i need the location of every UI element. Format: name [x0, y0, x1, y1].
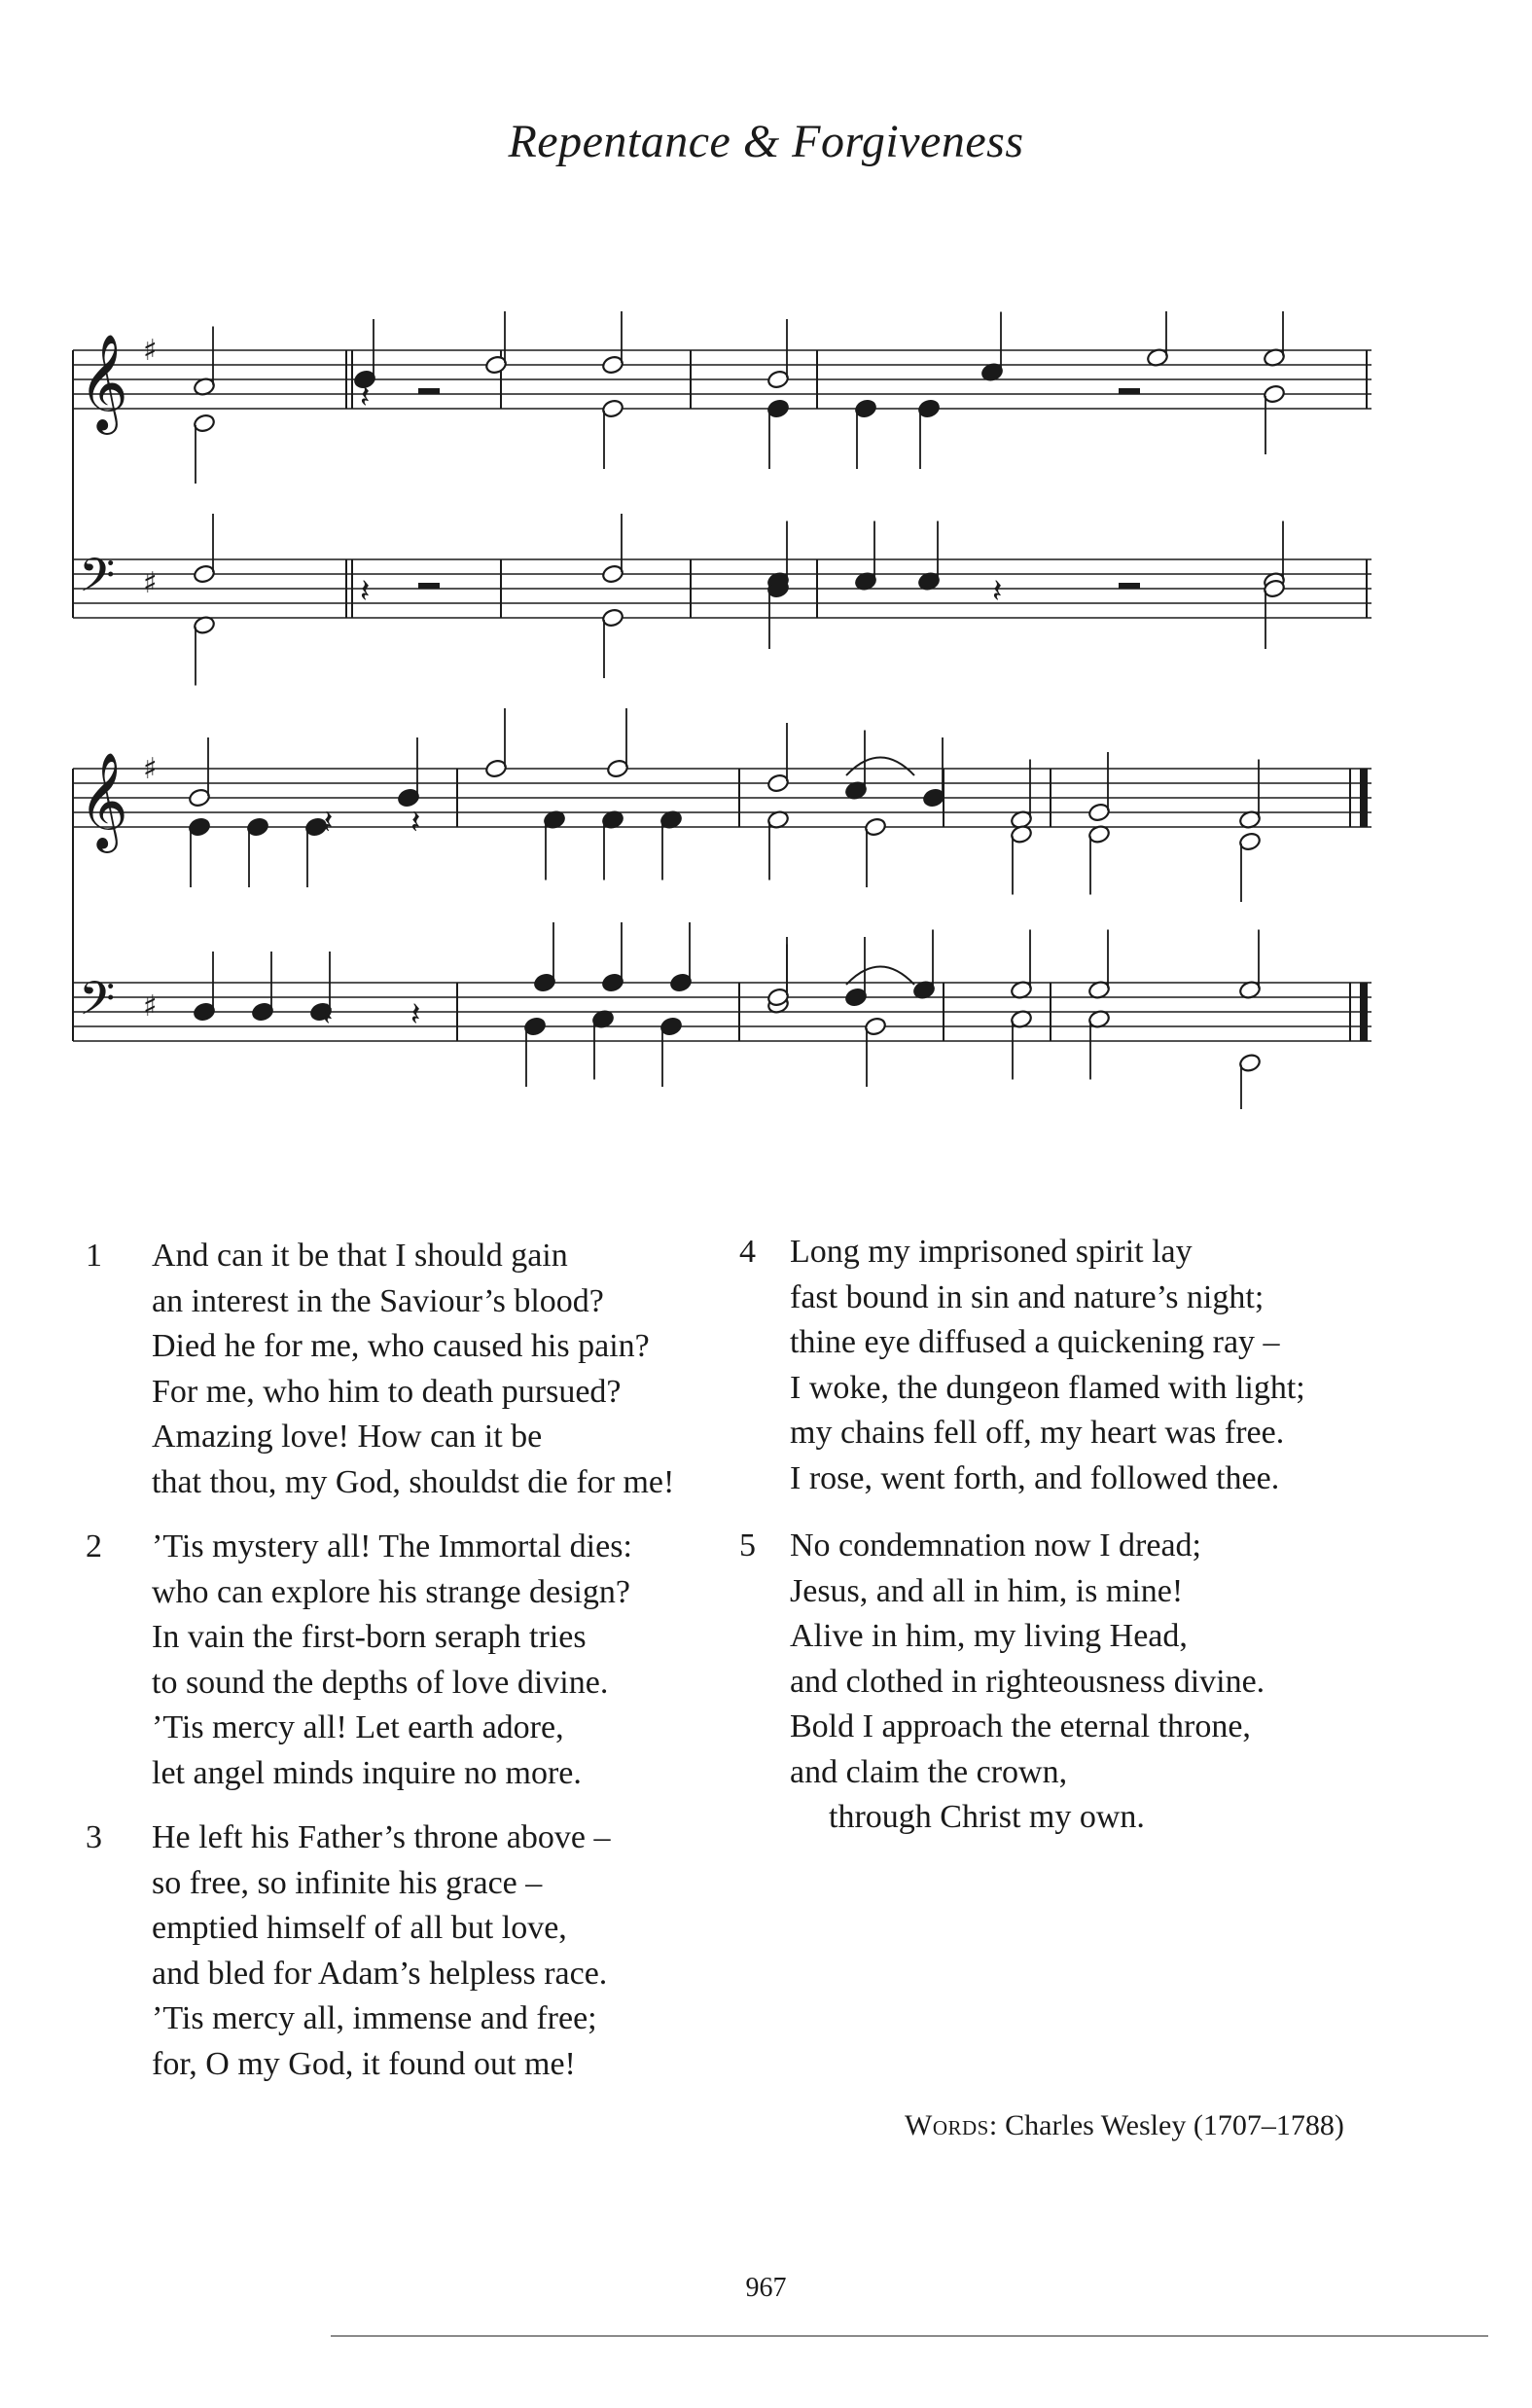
verse-line: through Christ my own. — [829, 1799, 1145, 1835]
sharp-icon: ♯ — [143, 752, 158, 786]
verse-line: And can it be that I should gain — [152, 1238, 568, 1274]
verse-line: emptied himself of all but love, — [152, 1910, 567, 1946]
verse-line: to sound the depths of love divine. — [152, 1664, 609, 1701]
half-rest-icon — [418, 388, 440, 394]
half-rest-icon — [418, 583, 440, 589]
verse-line: let angel minds inquire no more. — [152, 1754, 582, 1791]
verse-4 — [739, 1230, 1440, 1512]
verse-line: that thou, my God, shouldst die for me! — [152, 1463, 675, 1500]
credit-label: Words: — [905, 2109, 998, 2141]
verse-line: fast bound in sin and nature’s night; — [790, 1278, 1265, 1315]
verse-number: 1 — [86, 1238, 102, 1274]
verse-number: 3 — [86, 1819, 102, 1855]
treble-clef-icon: 𝄞 — [79, 334, 128, 431]
bass-clef-icon: 𝄢 — [79, 971, 116, 1037]
verse-3 — [86, 1815, 747, 2098]
verse-number: 2 — [86, 1528, 102, 1564]
quarter-rest-icon: 𝄽 — [410, 803, 421, 843]
verse-line: so free, so infinite his grace – — [152, 1864, 543, 1901]
verse-line: ’Tis mystery all! The Immortal dies: — [152, 1528, 632, 1564]
verse-line: Amazing love! How can it be — [152, 1419, 543, 1455]
verse-line: In vain the first-born seraph tries — [152, 1619, 587, 1655]
half-rest-icon — [1119, 583, 1140, 589]
verse-2 — [86, 1525, 747, 1807]
verse-line: and bled for Adam’s helpless race. — [152, 1955, 608, 1992]
verse-line: my chains fell off, my heart was free. — [790, 1415, 1285, 1451]
verse-line: Long my imprisoned spirit lay — [790, 1234, 1193, 1270]
verse-line: Died he for me, who caused his pain? — [152, 1328, 650, 1364]
verse-number: 4 — [739, 1234, 756, 1270]
bass-clef-icon: 𝄢 — [79, 548, 116, 614]
verse-line: thine eye diffused a quickening ray – — [790, 1324, 1280, 1360]
verse-line: He left his Father’s throne above – — [152, 1819, 611, 1855]
footer-rule — [331, 2335, 1488, 2337]
quarter-rest-icon: 𝄽 — [323, 803, 334, 843]
quarter-rest-icon: 𝄽 — [992, 572, 1003, 611]
sharp-icon: ♯ — [143, 566, 158, 600]
verse-line: ’Tis mercy all! Let earth adore, — [152, 1709, 564, 1745]
credit-text: Charles Wesley (1707–1788) — [1005, 2109, 1344, 2141]
tie-icon — [846, 758, 914, 776]
verse-line: and claim the crown, — [790, 1753, 1068, 1790]
section-title: Repentance & Forgiveness — [508, 116, 1024, 167]
verse-line: an interest in the Saviour’s blood? — [152, 1282, 604, 1319]
verse-line: ’Tis mercy all, immense and free; — [152, 2000, 597, 2036]
verse-line: for, O my God, it found out me! — [152, 2045, 576, 2082]
verse-line: I rose, went forth, and followed thee. — [790, 1459, 1280, 1496]
page-number: 967 — [745, 2273, 787, 2303]
music-score — [68, 311, 1381, 1109]
quarter-rest-icon: 𝄽 — [360, 572, 371, 611]
verse-line: I woke, the dungeon flamed with light; — [790, 1369, 1305, 1406]
final-barline — [1360, 769, 1368, 827]
verse-line: who can explore his strange design? — [152, 1573, 630, 1610]
final-barline — [1360, 983, 1368, 1041]
verse-5 — [739, 1524, 1440, 1854]
sharp-icon: ♯ — [143, 989, 158, 1024]
quarter-rest-icon: 𝄽 — [323, 995, 334, 1034]
words-credit — [905, 2109, 1344, 2142]
verse-line: and clothed in righteousness divine. — [790, 1663, 1265, 1700]
verse-1 — [86, 1234, 747, 1516]
verse-line: Alive in him, my living Head, — [790, 1618, 1188, 1654]
sharp-icon: ♯ — [143, 334, 158, 368]
half-rest-icon — [1119, 388, 1140, 394]
verse-line: For me, who him to death pursued? — [152, 1373, 622, 1410]
quarter-rest-icon: 𝄽 — [410, 995, 421, 1034]
verse-line: No condemnation now I dread; — [790, 1527, 1201, 1563]
quarter-rest-icon: 𝄽 — [360, 377, 371, 416]
verse-line: Jesus, and all in him, is mine! — [790, 1572, 1184, 1609]
verse-line: Bold I approach the eternal throne, — [790, 1708, 1251, 1744]
treble-clef-icon: 𝄞 — [79, 752, 128, 849]
verse-number: 5 — [739, 1527, 756, 1563]
